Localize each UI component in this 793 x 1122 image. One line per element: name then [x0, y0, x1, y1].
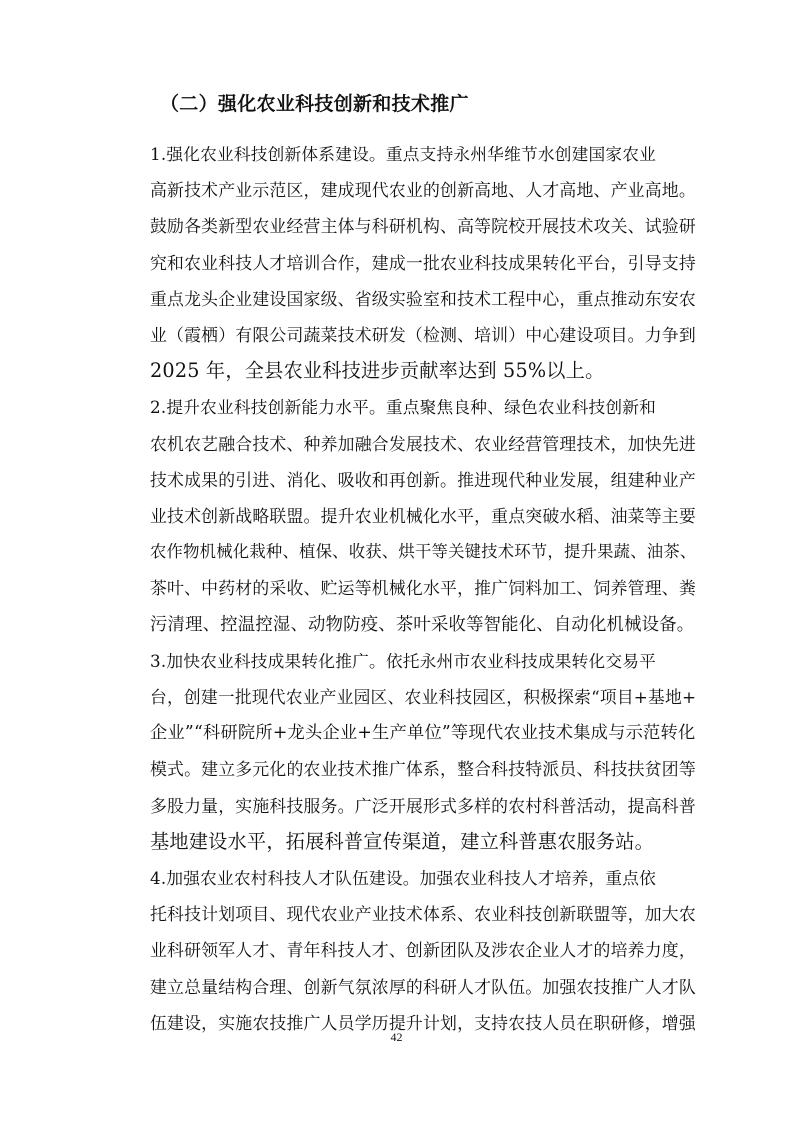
text-line: 究和农业科技人才培训合作，建成一批农业科技成果转化平台，引导支持 [150, 252, 696, 273]
paragraph-2 [110, 389, 697, 642]
text-line: 技术成果的引进、消化、吸收和再创新。推进现代种业发展，组建种业产 [150, 469, 696, 490]
paragraph-4 [110, 860, 696, 1041]
text-line: 伍建设，实施农技推广人员学历提升计划，支持农技人员在职研修，增强 [150, 1012, 696, 1033]
text-line: 多股力量，实施科技服务。广泛开展形式多样的农村科普活动，提高科普 [150, 795, 696, 816]
text-line: 4.加强农业农村科技人才队伍建设。加强农业科技人才培养，重点依 [150, 868, 657, 889]
text-line: 业科研领军人才、青年科技人才、创新团队及涉农企业人才的培养力度， [150, 940, 696, 961]
text-line: 高新技术产业示范区，建成现代农业的创新高地、人才高地、产业高地。 [150, 180, 696, 201]
text-line: 基地建设水平，拓展科普宣传渠道，建立科普惠农服务站。 [150, 829, 655, 853]
text-line: 鼓励各类新型农业经营主体与科研机构、高等院校开展技术攻关、试验研 [150, 216, 696, 237]
text-line: 农作物机械化栽种、植保、收获、烘干等关键技术环节，提升果蔬、油茶、 [150, 542, 697, 562]
page-number: 42 [390, 1030, 403, 1044]
text-line: 托科技计划项目、现代农业产业技术体系、农业科技创新联盟等，加大农 [150, 904, 696, 925]
text-line: 企业”“科研院所+龙头企业+生产单位”等现代农业技术集成与示范转化 [150, 723, 696, 744]
text-line: 业（霞栖）有限公司蔬菜技术研发（检测、培训）中心建设项目。力争到 [150, 325, 696, 346]
text-line: 1.强化农业科技创新体系建设。重点支持永州华维节水创建国家农业 [150, 144, 657, 164]
paragraph-3 [110, 643, 697, 860]
text-line: 污清理、控温控湿、动物防疫、茶叶采收等智能化、自动化机械设备。 [150, 614, 695, 635]
text-line: 2.提升农业科技创新能力水平。重点聚焦良种、绿色农业科技创新和 [150, 397, 657, 418]
text-line: 业技术创新战略联盟。提升农业机械化水平，重点突破水稻、油菜等主要 [150, 506, 696, 527]
paragraph-1 [110, 136, 696, 389]
text-line: 台，创建一批现代农业产业园区、农业科技园区，积极探索“项目+基地+ [150, 687, 697, 708]
section-heading: （二）强化农业科技创新和技术推广 [160, 93, 469, 115]
body-text [110, 136, 697, 1041]
text-line: 建立总量结构合理、创新气氛浓厚的科研人才队伍。加强农技推广人才队 [150, 976, 696, 997]
text-line: 农机农艺融合技术、种养加融合发展技术、农业经营管理技术，加快先进 [150, 433, 696, 454]
text-line: 3.加快农业科技成果转化推广。依托永州市农业科技成果转化交易平 [150, 650, 657, 671]
text-line: 重点龙头企业建设国家级、省级实验室和技术工程中心，重点推动东安农 [150, 288, 696, 309]
text-line: 茶叶、中药材的采收、贮运等机械化水平，推广饲料加工、饲养管理、粪 [150, 578, 696, 599]
text-line: 模式。建立多元化的农业技术推广体系，整合科技特派员、科技扶贫团等 [150, 759, 696, 780]
text-line: 2025 年，全县农业科技进步贡献率达到 55%以上。 [150, 359, 605, 383]
